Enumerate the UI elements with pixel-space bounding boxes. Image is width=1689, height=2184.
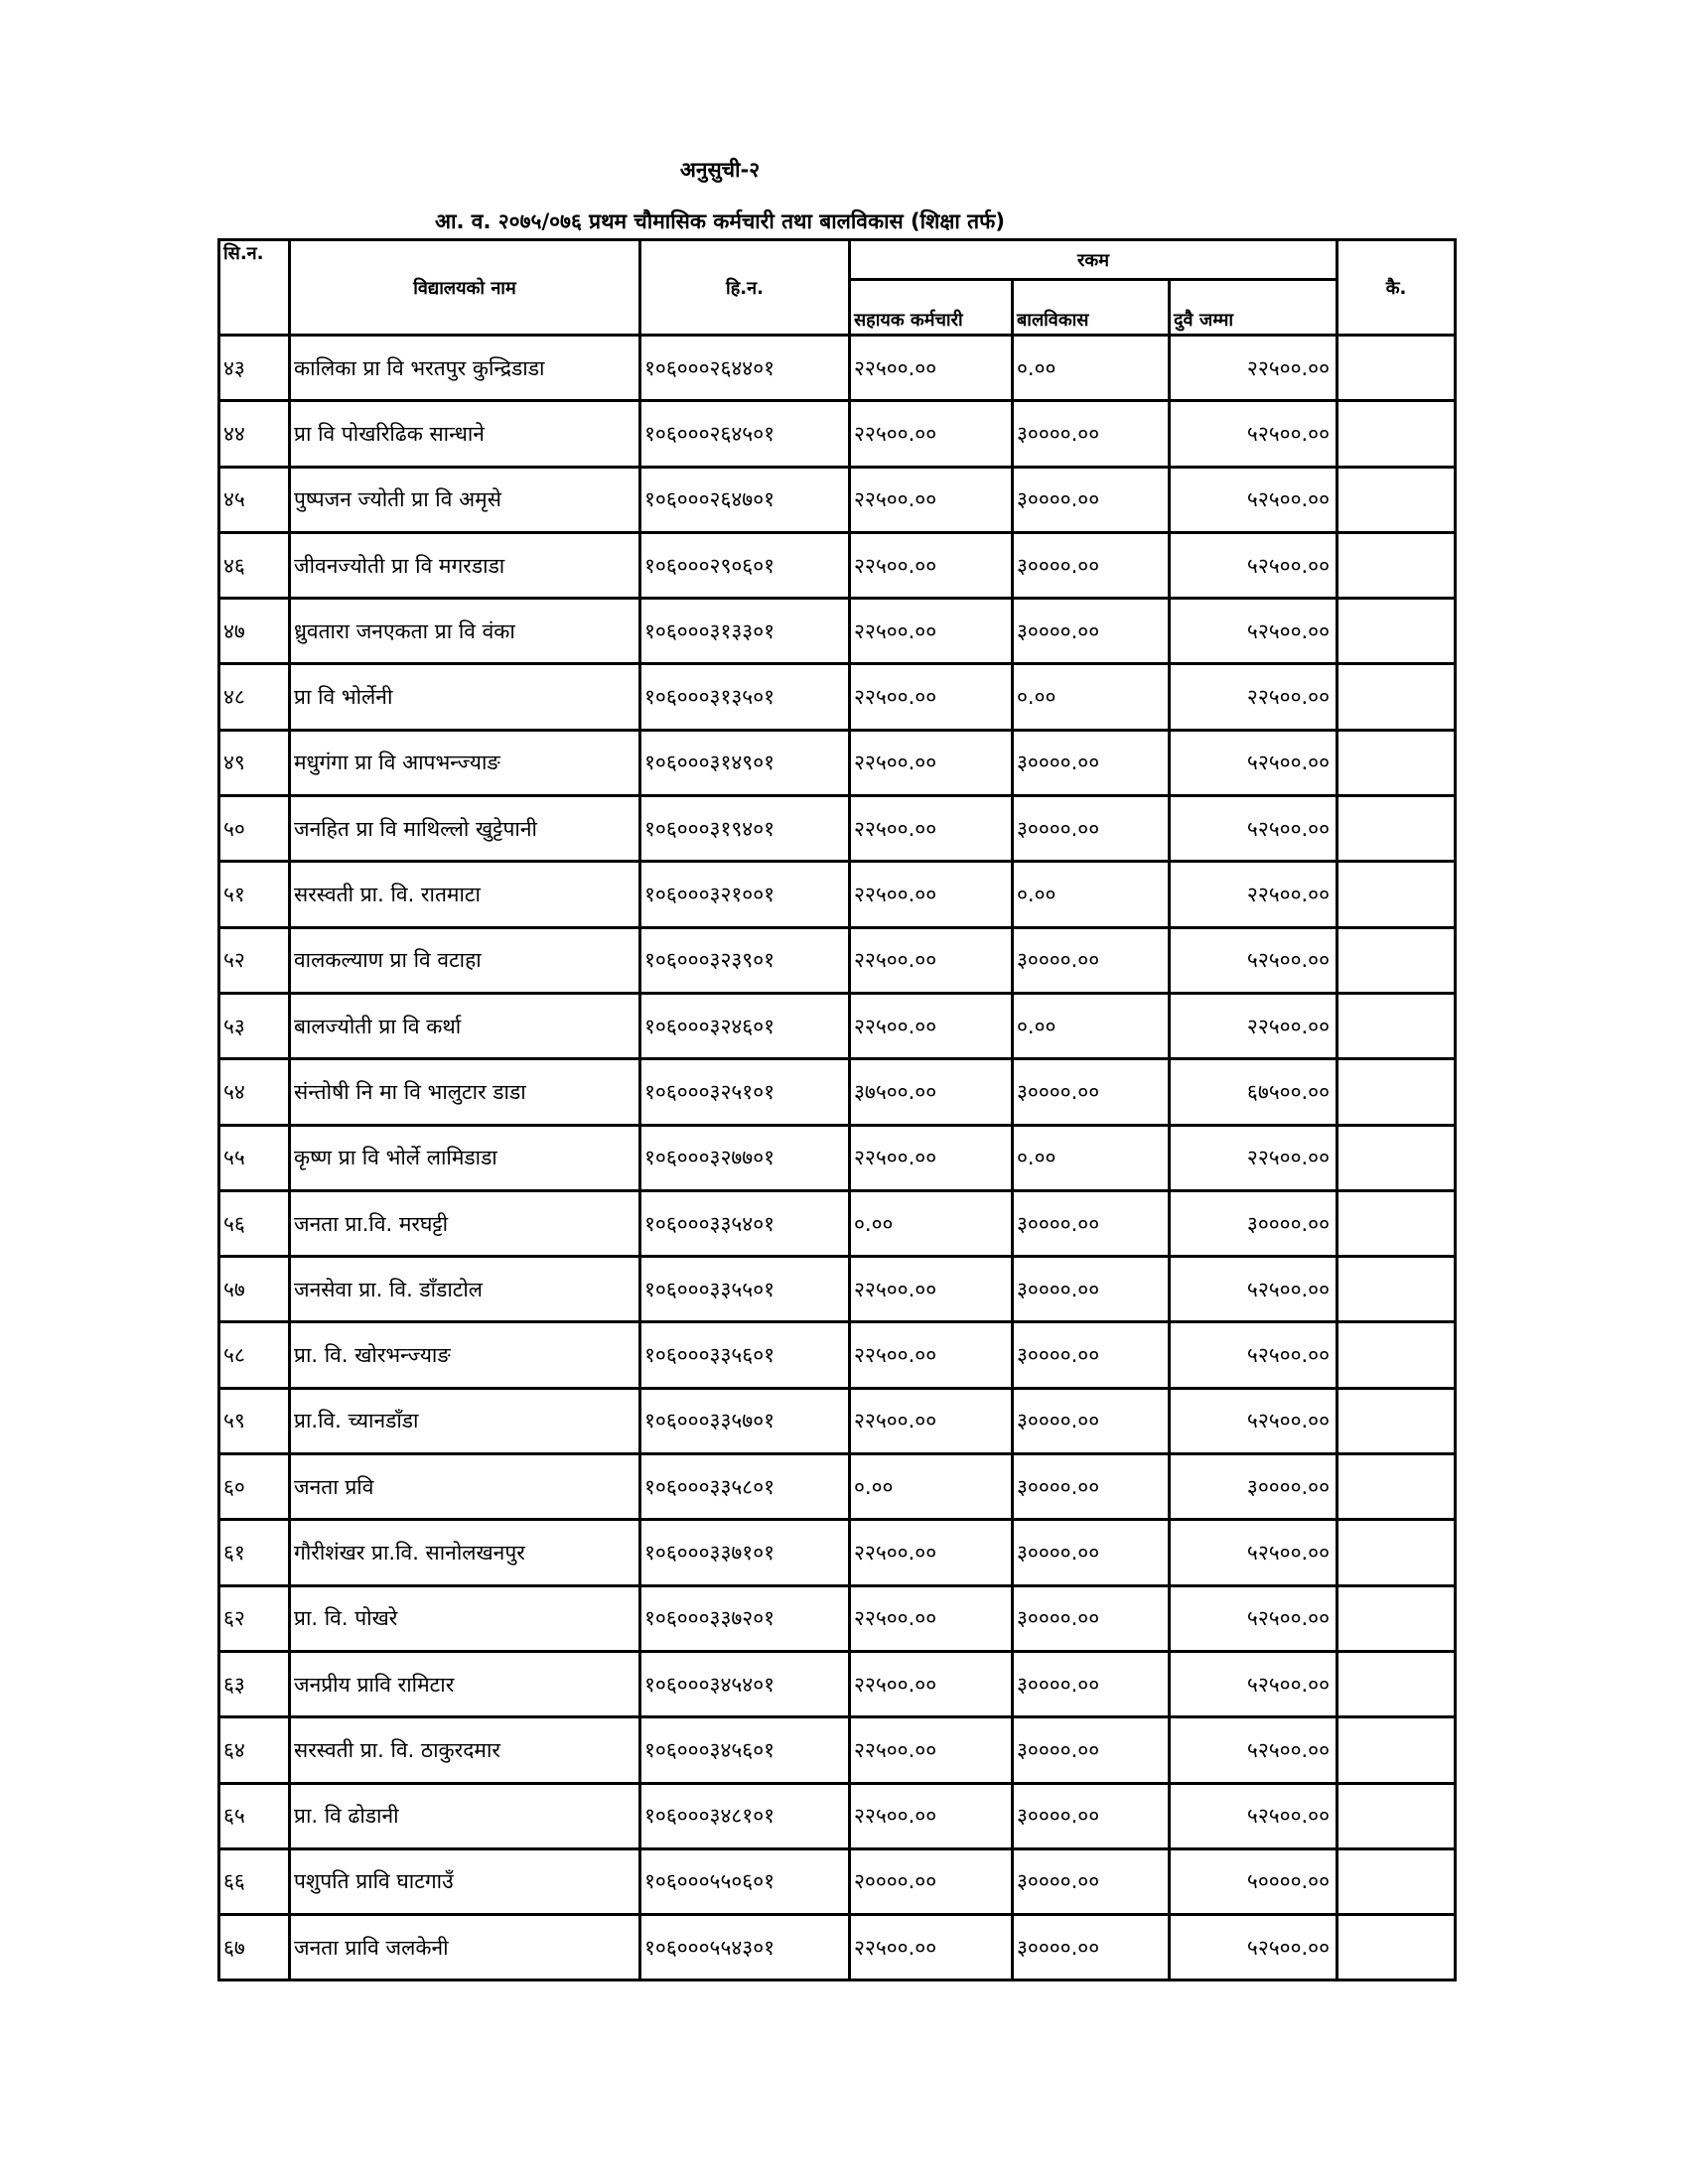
cell-remarks — [1337, 467, 1456, 532]
cell-sn: ६१ — [219, 1520, 290, 1585]
cell-child-dev: ३००००.०० — [1013, 1454, 1170, 1520]
cell-account-no: १०६०००३१३३०१ — [640, 599, 850, 664]
table-row — [219, 599, 1456, 664]
cell-account-no: १०६०००३३५८०१ — [640, 1454, 850, 1520]
cell-assistant-staff: २२५००.०० — [850, 1388, 1013, 1453]
cell-school-name: कालिका प्रा वि भरतपुर कुन्द्रिडाडा — [290, 336, 640, 401]
cell-total: ५२५००.०० — [1170, 1520, 1337, 1585]
cell-sn: ६० — [219, 1454, 290, 1520]
table-row — [219, 467, 1456, 532]
cell-assistant-staff: २००००.०० — [850, 1848, 1013, 1914]
header-total: दुवै जम्मा — [1170, 280, 1337, 336]
cell-school-name: ध्रुवतारा जनएकता प्रा वि वंका — [290, 599, 640, 664]
cell-assistant-staff: ०.०० — [850, 1454, 1013, 1520]
cell-child-dev: ३००००.०० — [1013, 1848, 1170, 1914]
cell-sn: ४७ — [219, 599, 290, 664]
table-row — [219, 664, 1456, 730]
cell-assistant-staff: २२५००.०० — [850, 927, 1013, 993]
cell-account-no: १०६०००३३५७०१ — [640, 1388, 850, 1453]
table-row — [219, 1585, 1456, 1651]
cell-sn: ६२ — [219, 1585, 290, 1651]
cell-remarks — [1337, 599, 1456, 664]
cell-sn: ४४ — [219, 401, 290, 467]
cell-child-dev: ०.०० — [1013, 862, 1170, 927]
cell-sn: ५५ — [219, 1125, 290, 1190]
cell-sn: ४८ — [219, 664, 290, 730]
table-row — [219, 1322, 1456, 1388]
cell-child-dev: ०.०० — [1013, 1125, 1170, 1190]
table-row — [219, 532, 1456, 598]
cell-assistant-staff: २२५००.०० — [850, 532, 1013, 598]
cell-remarks — [1337, 796, 1456, 862]
cell-account-no: १०६०००३२३९०१ — [640, 927, 850, 993]
cell-sn: ५० — [219, 796, 290, 862]
cell-remarks — [1337, 1190, 1456, 1256]
header-amount: रकम — [850, 240, 1337, 280]
cell-school-name: मधुगंगा प्रा वि आपभन्ज्याङ — [290, 730, 640, 795]
cell-assistant-staff: २२५००.०० — [850, 796, 1013, 862]
cell-sn: ५२ — [219, 927, 290, 993]
table-body — [219, 336, 1456, 1980]
cell-remarks — [1337, 1125, 1456, 1190]
cell-assistant-staff: २२५००.०० — [850, 993, 1013, 1058]
cell-remarks — [1337, 993, 1456, 1058]
cell-remarks — [1337, 1059, 1456, 1125]
cell-remarks — [1337, 1257, 1456, 1322]
cell-account-no: १०६०००३३७१०१ — [640, 1520, 850, 1585]
cell-school-name: जनता प्रावि जलकेनी — [290, 1915, 640, 1980]
cell-total: ५२५००.०० — [1170, 467, 1337, 532]
table-row — [219, 1388, 1456, 1453]
cell-assistant-staff: २२५००.०० — [850, 401, 1013, 467]
cell-school-name: सरस्वती प्रा. वि. रातमाटा — [290, 862, 640, 927]
cell-sn: ५८ — [219, 1322, 290, 1388]
cell-total: ५२५००.०० — [1170, 796, 1337, 862]
cell-sn: ५६ — [219, 1190, 290, 1256]
cell-child-dev: ३००००.०० — [1013, 1388, 1170, 1453]
cell-account-no: १०६०००५५०६०१ — [640, 1848, 850, 1914]
table-row — [219, 796, 1456, 862]
cell-school-name: सरस्वती प्रा. वि. ठाकुरदमार — [290, 1717, 640, 1783]
cell-account-no: १०६०००३४८१०१ — [640, 1783, 850, 1848]
cell-assistant-staff: २२५००.०० — [850, 1322, 1013, 1388]
cell-assistant-staff: २२५००.०० — [850, 599, 1013, 664]
cell-account-no: १०६०००३४५६०१ — [640, 1717, 850, 1783]
table-row — [219, 993, 1456, 1058]
cell-sn: ४३ — [219, 336, 290, 401]
table-row — [219, 927, 1456, 993]
cell-child-dev: ०.०० — [1013, 993, 1170, 1058]
cell-total: ५२५००.०० — [1170, 401, 1337, 467]
document-subtitle: आ. व. २०७५/०७६ प्रथम चौमासिक कर्मचारी तथा बालविकास (शिक्षा तर्फ) — [435, 209, 1005, 233]
cell-remarks — [1337, 664, 1456, 730]
cell-remarks — [1337, 336, 1456, 401]
cell-total: ५२५००.०० — [1170, 1257, 1337, 1322]
cell-total: ६७५००.०० — [1170, 1059, 1337, 1125]
cell-child-dev: ३००००.०० — [1013, 1059, 1170, 1125]
allocation-table — [217, 238, 1457, 1981]
cell-remarks — [1337, 532, 1456, 598]
cell-assistant-staff: २२५००.०० — [850, 862, 1013, 927]
cell-school-name: जीवनज्योती प्रा वि मगरडाडा — [290, 532, 640, 598]
table-row — [219, 1257, 1456, 1322]
table-row — [219, 1520, 1456, 1585]
cell-total: ५२५००.०० — [1170, 599, 1337, 664]
header-account-no: हि.न. — [640, 240, 850, 336]
cell-assistant-staff: २२५००.०० — [850, 1585, 1013, 1651]
cell-remarks — [1337, 1322, 1456, 1388]
cell-assistant-staff: ०.०० — [850, 1190, 1013, 1256]
cell-total: ५२५००.०० — [1170, 1322, 1337, 1388]
header-remarks: कै. — [1337, 240, 1456, 336]
cell-child-dev: ३००००.०० — [1013, 401, 1170, 467]
cell-account-no: १०६०००३१४९०१ — [640, 730, 850, 795]
table-row — [219, 1454, 1456, 1520]
cell-account-no: १०६०००३२१००१ — [640, 862, 850, 927]
cell-school-name: जनसेवा प्रा. वि. डाँडाटोल — [290, 1257, 640, 1322]
cell-school-name: प्रा.वि. च्यानडाँडा — [290, 1388, 640, 1453]
cell-total: ५२५००.०० — [1170, 1651, 1337, 1716]
cell-account-no: १०६०००३१९४०१ — [640, 796, 850, 862]
cell-sn: ४६ — [219, 532, 290, 598]
cell-school-name: कृष्ण प्रा वि भोर्ले लामिडाडा — [290, 1125, 640, 1190]
cell-sn: ५९ — [219, 1388, 290, 1453]
cell-assistant-staff: २२५००.०० — [850, 1783, 1013, 1848]
cell-assistant-staff: २२५००.०० — [850, 1915, 1013, 1980]
table-row — [219, 1190, 1456, 1256]
table-row — [219, 336, 1456, 401]
cell-school-name: जनप्रीय प्रावि रामिटार — [290, 1651, 640, 1716]
cell-remarks — [1337, 1520, 1456, 1585]
cell-remarks — [1337, 1454, 1456, 1520]
document-title: अनुसुची-२ — [679, 158, 761, 182]
cell-account-no: १०६०००३३७२०१ — [640, 1585, 850, 1651]
cell-child-dev: ०.०० — [1013, 336, 1170, 401]
table-row — [219, 1059, 1456, 1125]
cell-child-dev: ३००००.०० — [1013, 467, 1170, 532]
cell-assistant-staff: २२५००.०० — [850, 1651, 1013, 1716]
cell-assistant-staff: २२५००.०० — [850, 336, 1013, 401]
cell-school-name: प्रा. वि. पोखरे — [290, 1585, 640, 1651]
cell-school-name: जनहित प्रा वि माथिल्लो खुट्टेपानी — [290, 796, 640, 862]
header-assistant-staff: सहायक कर्मचारी — [850, 280, 1013, 336]
cell-school-name: गौरीशंखर प्रा.वि. सानोलखनपुर — [290, 1520, 640, 1585]
cell-total: ५२५००.०० — [1170, 532, 1337, 598]
cell-child-dev: ३००००.०० — [1013, 1651, 1170, 1716]
cell-school-name: प्रा. वि ढोडानी — [290, 1783, 640, 1848]
cell-child-dev: ३००००.०० — [1013, 599, 1170, 664]
cell-child-dev: ०.०० — [1013, 664, 1170, 730]
cell-assistant-staff: २२५००.०० — [850, 730, 1013, 795]
cell-sn: ६५ — [219, 1783, 290, 1848]
cell-sn: ५७ — [219, 1257, 290, 1322]
cell-remarks — [1337, 1585, 1456, 1651]
cell-assistant-staff: २२५००.०० — [850, 1125, 1013, 1190]
cell-total: ५००००.०० — [1170, 1848, 1337, 1914]
header-school-name: विद्यालयको नाम — [290, 240, 640, 336]
cell-school-name: प्रा वि पोखरिढिक सान्धाने — [290, 401, 640, 467]
cell-total: २२५००.०० — [1170, 993, 1337, 1058]
cell-school-name: जनता प्रा.वि. मरघट्टी — [290, 1190, 640, 1256]
header-sn: सि.न. — [219, 240, 290, 336]
cell-assistant-staff: २२५००.०० — [850, 664, 1013, 730]
cell-account-no: १०६०००२६४७०१ — [640, 467, 850, 532]
cell-total: ५२५००.०० — [1170, 1388, 1337, 1453]
cell-total: ५२५००.०० — [1170, 1585, 1337, 1651]
cell-sn: ४९ — [219, 730, 290, 795]
cell-account-no: १०६०००३३५४०१ — [640, 1190, 850, 1256]
cell-sn: ५४ — [219, 1059, 290, 1125]
cell-total: २२५००.०० — [1170, 1125, 1337, 1190]
cell-remarks — [1337, 862, 1456, 927]
cell-child-dev: ३००००.०० — [1013, 1717, 1170, 1783]
cell-sn: ६४ — [219, 1717, 290, 1783]
cell-assistant-staff: २२५००.०० — [850, 467, 1013, 532]
table-row — [219, 1717, 1456, 1783]
cell-sn: ५३ — [219, 993, 290, 1058]
cell-remarks — [1337, 1915, 1456, 1980]
cell-child-dev: ३००००.०० — [1013, 532, 1170, 598]
cell-child-dev: ३००००.०० — [1013, 1783, 1170, 1848]
cell-total: २२५००.०० — [1170, 862, 1337, 927]
cell-total: २२५००.०० — [1170, 664, 1337, 730]
cell-account-no: १०६०००२९०६०१ — [640, 532, 850, 598]
cell-remarks — [1337, 1848, 1456, 1914]
cell-assistant-staff: २२५००.०० — [850, 1717, 1013, 1783]
cell-account-no: १०६०००३२४६०१ — [640, 993, 850, 1058]
cell-child-dev: ३००००.०० — [1013, 1190, 1170, 1256]
cell-school-name: प्रा. वि. खोरभन्ज्याङ — [290, 1322, 640, 1388]
cell-remarks — [1337, 730, 1456, 795]
cell-child-dev: ३००००.०० — [1013, 1585, 1170, 1651]
cell-sn: ५१ — [219, 862, 290, 927]
cell-school-name: बालज्योती प्रा वि कर्था — [290, 993, 640, 1058]
cell-school-name: संन्तोषी नि मा वि भालुटार डाडा — [290, 1059, 640, 1125]
cell-assistant-staff: २२५००.०० — [850, 1257, 1013, 1322]
cell-school-name: जनता प्रवि — [290, 1454, 640, 1520]
cell-account-no: १०६०००३३५५०१ — [640, 1257, 850, 1322]
cell-assistant-staff: २२५००.०० — [850, 1520, 1013, 1585]
cell-total: ५२५००.०० — [1170, 1717, 1337, 1783]
cell-sn: ६७ — [219, 1915, 290, 1980]
cell-total: ५२५००.०० — [1170, 1915, 1337, 1980]
cell-sn: ४५ — [219, 467, 290, 532]
cell-account-no: १०६०००३२७७०१ — [640, 1125, 850, 1190]
table-row — [219, 1848, 1456, 1914]
cell-child-dev: ३००००.०० — [1013, 927, 1170, 993]
cell-school-name: प्रा वि भोर्लेनी — [290, 664, 640, 730]
cell-total: ३००००.०० — [1170, 1454, 1337, 1520]
cell-remarks — [1337, 1783, 1456, 1848]
cell-school-name: पशुपति प्रावि घाटगाउँ — [290, 1848, 640, 1914]
cell-account-no: १०६०००५५४३०१ — [640, 1915, 850, 1980]
cell-school-name: पुष्पजन ज्योती प्रा वि अमृसे — [290, 467, 640, 532]
cell-child-dev: ३००००.०० — [1013, 1915, 1170, 1980]
cell-account-no: १०६०००२६४४०१ — [640, 336, 850, 401]
cell-remarks — [1337, 927, 1456, 993]
header-child-dev: बालविकास — [1013, 280, 1170, 336]
cell-total: ५२५००.०० — [1170, 927, 1337, 993]
cell-child-dev: ३००००.०० — [1013, 730, 1170, 795]
cell-sn: ६६ — [219, 1848, 290, 1914]
cell-remarks — [1337, 1388, 1456, 1453]
cell-child-dev: ३००००.०० — [1013, 1322, 1170, 1388]
cell-total: ५२५००.०० — [1170, 1783, 1337, 1848]
table-row — [219, 1125, 1456, 1190]
table-row — [219, 1651, 1456, 1716]
cell-total: २२५००.०० — [1170, 336, 1337, 401]
table-row — [219, 730, 1456, 795]
cell-assistant-staff: ३७५००.०० — [850, 1059, 1013, 1125]
cell-school-name: वालकल्याण प्रा वि वटाहा — [290, 927, 640, 993]
cell-child-dev: ३००००.०० — [1013, 1257, 1170, 1322]
cell-sn: ६३ — [219, 1651, 290, 1716]
cell-child-dev: ३००००.०० — [1013, 1520, 1170, 1585]
cell-total: ५२५००.०० — [1170, 730, 1337, 795]
table-row — [219, 1783, 1456, 1848]
cell-remarks — [1337, 1651, 1456, 1716]
cell-account-no: १०६०००३४५४०१ — [640, 1651, 850, 1716]
cell-account-no: १०६०००३२५१०१ — [640, 1059, 850, 1125]
cell-total: ३००००.०० — [1170, 1190, 1337, 1256]
cell-child-dev: ३००००.०० — [1013, 796, 1170, 862]
cell-remarks — [1337, 401, 1456, 467]
cell-account-no: १०६०००३१३५०१ — [640, 664, 850, 730]
table-row — [219, 1915, 1456, 1980]
table-row — [219, 401, 1456, 467]
cell-remarks — [1337, 1717, 1456, 1783]
table-row — [219, 862, 1456, 927]
cell-account-no: १०६०००२६४५०१ — [640, 401, 850, 467]
cell-account-no: १०६०००३३५६०१ — [640, 1322, 850, 1388]
